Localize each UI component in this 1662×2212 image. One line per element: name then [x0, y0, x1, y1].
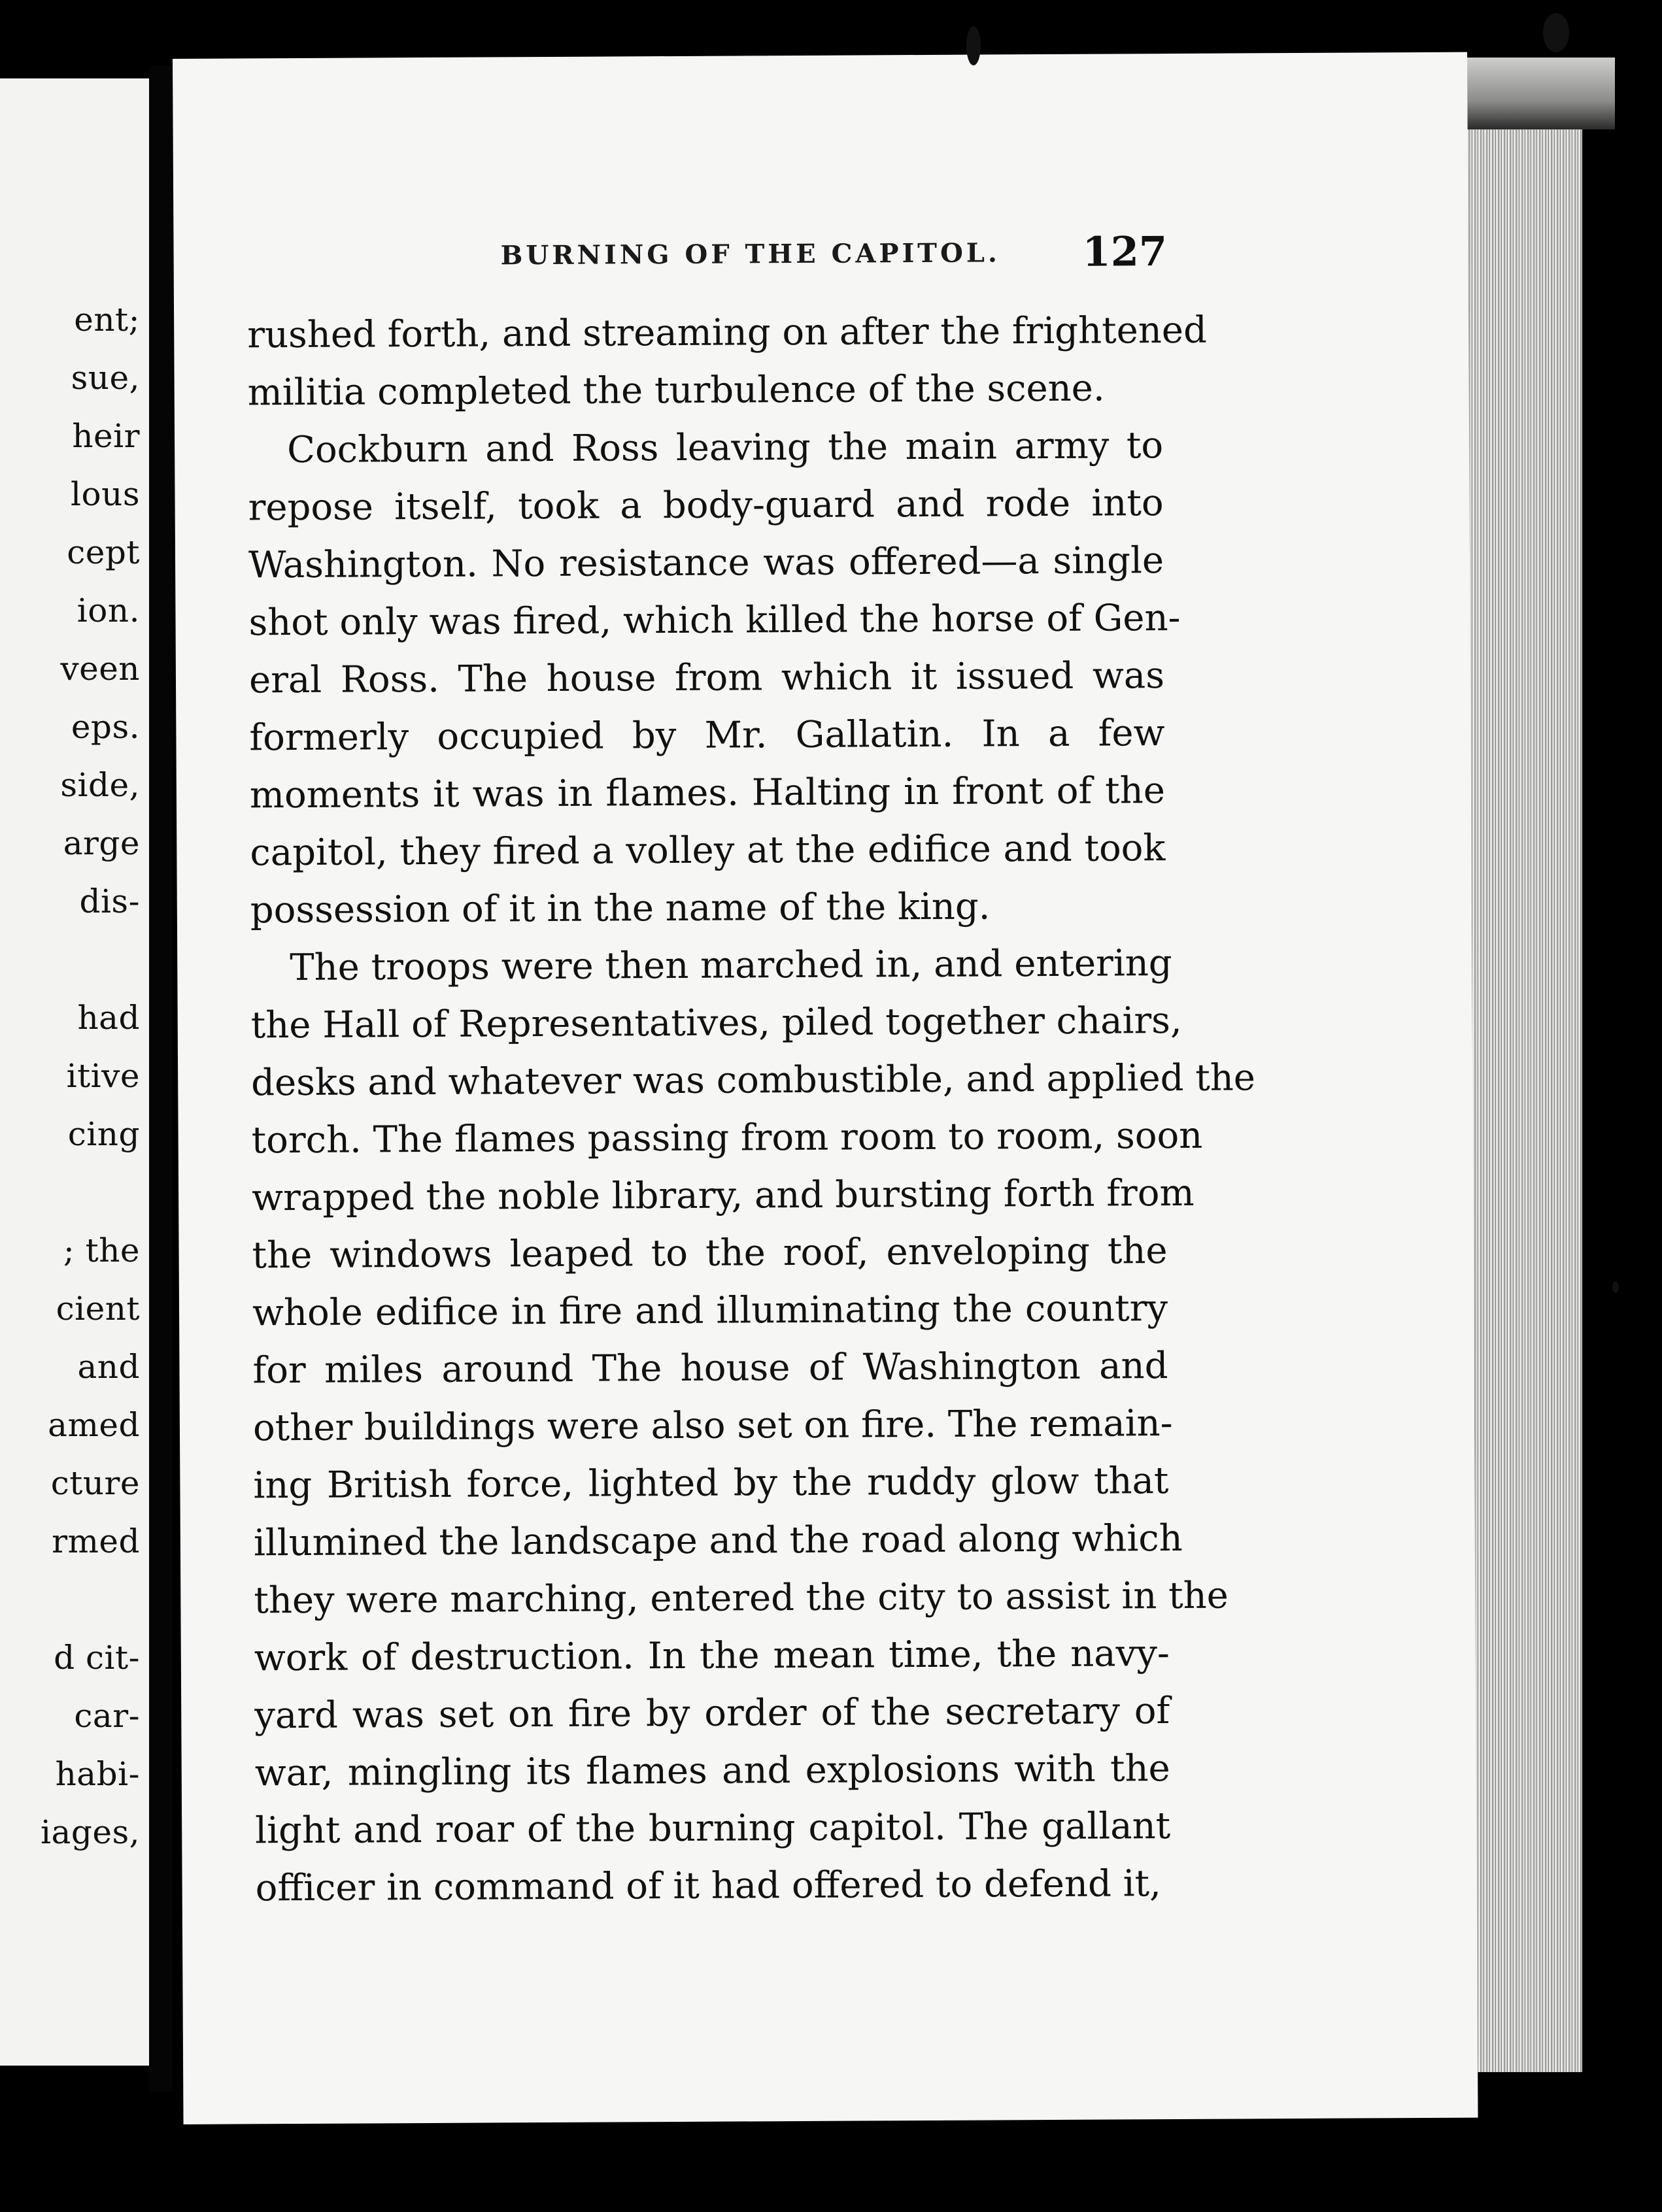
left-page-line: dis- — [79, 882, 140, 920]
text-line: desks and whatever was combustible, and applied the — [251, 1056, 1256, 1105]
previous-page-fragment — [0, 78, 149, 2066]
text-line: illumined the landscape and the road along which — [253, 1517, 1183, 1565]
book-page — [173, 52, 1478, 2124]
text-line: work of destruction. In the mean time, the navy- — [254, 1632, 1170, 1680]
text-line: possession of it in the name of the king. — [250, 885, 991, 932]
left-page-line: arge — [63, 824, 140, 862]
scan-speck — [1543, 13, 1569, 52]
text-line: The troops were then marched in, and entering — [290, 942, 1172, 990]
scan-speck — [1612, 1281, 1619, 1293]
text-line: the Hall of Representatives, piled together chairs, — [250, 999, 1182, 1047]
text-line: wrapped the noble library, and bursting forth from — [251, 1171, 1195, 1220]
left-page-line: car- — [74, 1697, 140, 1735]
running-head: BURNING OF THE CAPITOL. — [500, 237, 1001, 271]
text-line: capitol, they fired a volley at the edifice and took — [250, 827, 1166, 875]
text-line: yard was set on fire by order of the secretary of — [254, 1690, 1170, 1737]
text-line: for miles around The house of Washington and — [252, 1345, 1168, 1392]
page-number: 127 — [1082, 227, 1168, 276]
book-gutter — [149, 65, 173, 2092]
text-line: Cockburn and Ross leaving the main army to — [286, 424, 1164, 472]
text-line: rushed forth, and streaming on after the frightened — [247, 309, 1207, 357]
text-line: other buildings were also set on fire. The remain- — [252, 1402, 1173, 1450]
text-line: repose itself, took a body-guard and rode into — [248, 482, 1164, 529]
left-page-line: cing — [67, 1115, 140, 1153]
text-line: officer in command of it had offered to defend it, — [255, 1862, 1162, 1910]
left-page-line: amed — [48, 1406, 140, 1444]
left-page-line: ent; — [74, 301, 140, 339]
left-page-line: d cit- — [54, 1639, 140, 1677]
left-page-line: and — [77, 1348, 140, 1386]
body-text — [247, 302, 1256, 1917]
left-page-line: ion. — [76, 592, 140, 629]
left-page-line: cient — [56, 1290, 140, 1328]
text-line: formerly occupied by Mr. Gallatin. In a few — [249, 712, 1165, 760]
text-line: militia completed the turbulence of the scene. — [247, 367, 1105, 414]
text-line: whole edifice in fire and illuminating the country — [252, 1287, 1168, 1335]
left-page-line: cture — [50, 1464, 140, 1502]
scan-speck — [966, 26, 981, 65]
left-page-line: heir — [72, 417, 140, 455]
left-page-line: veen — [60, 650, 140, 688]
left-page-line: rmed — [52, 1522, 140, 1560]
text-line: they were marching, entered the city to assist in the — [254, 1574, 1229, 1622]
left-page-line: itive — [66, 1057, 140, 1095]
text-line: eral Ross. The house from which it issued was — [248, 654, 1165, 702]
text-line: moments it was in flames. Halting in front of the — [249, 769, 1166, 817]
text-line: shot only was fired, which killed the horse of Gen- — [248, 596, 1181, 645]
left-page-line: sue, — [71, 359, 140, 397]
left-page-line: iages, — [41, 1813, 140, 1851]
left-page-line: habi- — [55, 1755, 140, 1793]
text-line: torch. The flames passing from room to room, soon — [251, 1114, 1203, 1162]
text-line: the windows leaped to the roof, enveloping the — [252, 1230, 1168, 1277]
left-page-line: eps. — [71, 708, 140, 746]
left-page-line: ; the — [63, 1232, 140, 1269]
text-line: war, mingling its flames and explosions with the — [254, 1747, 1170, 1795]
text-line: ing British force, lighted by the ruddy glow that — [253, 1460, 1169, 1507]
text-line: light and roar of the burning capitol. The gallant — [255, 1805, 1171, 1852]
left-page-line: lous — [71, 475, 140, 513]
left-page-line: had — [77, 999, 140, 1037]
text-line: Washington. No resistance was offered—a single — [248, 539, 1164, 587]
left-page-line: side, — [60, 766, 140, 804]
left-page-line: cept — [67, 533, 140, 571]
